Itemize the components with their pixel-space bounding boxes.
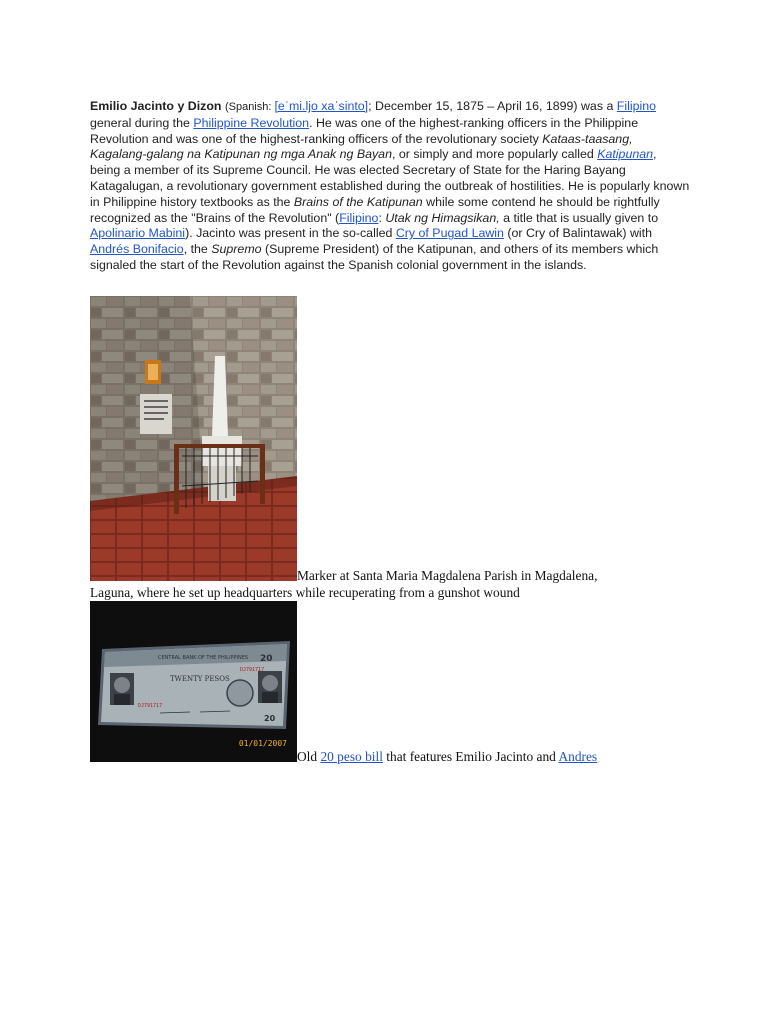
- article-subject-name: Emilio Jacinto y Dizon: [90, 99, 222, 113]
- bill-header: CENTRAL BANK OF THE PHILIPPINES: [158, 655, 249, 661]
- bill-serial-top: DJ791717: [240, 667, 265, 673]
- marker-caption-cont: [90, 584, 710, 601]
- filipino-link[interactable]: Filipino: [616, 99, 657, 113]
- bill-amount: TWENTY PESOS: [170, 675, 230, 683]
- katipunan-link-text: Katipunan: [597, 147, 654, 162]
- article-text: , being a member of its Supreme Council. He was elected Secretary of State for the Haring Bayang Katagalugan, a revolutionary government established during the outbreak of hostilities. He is popularly known in Philippine history textbooks as the: [90, 147, 690, 209]
- spanish-label: (Spanish:: [224, 101, 275, 113]
- article-text: while some contend he should be rightfully recognized as the "Brains of the Revolution" (: [90, 194, 660, 225]
- ipa-pronunciation-link[interactable]: [eˈmi.ljo xaˈsinto]: [274, 99, 369, 113]
- article-text: general during the: [90, 115, 194, 130]
- cry-of-pugad-lawin-link[interactable]: Cry of Pugad Lawin: [395, 226, 504, 241]
- marker-caption-line2: Laguna, where he set up headquarters while recuperating from a gunshot wound: [90, 585, 520, 600]
- apolinario-mabini-link[interactable]: Apolinario Mabini: [90, 226, 186, 241]
- peso-bill-caption-mid: that features Emilio Jacinto and: [382, 749, 559, 764]
- peso-bill-caption-pre: Old: [297, 749, 321, 764]
- bill-denomination-corner: 20: [264, 714, 276, 723]
- marker-caption-line1: Marker at Santa Maria Magdalena Parish in Magdalena,: [297, 568, 598, 583]
- philippine-revolution-link[interactable]: Philippine Revolution: [193, 115, 310, 130]
- article-text: , the: [183, 242, 212, 257]
- utak-italic: Utak ng Himagsikan,: [385, 210, 500, 225]
- article-text: , or simply and more popularly called: [391, 147, 598, 162]
- article-text: ; December 15, 1875 – April 16, 1899) was a: [368, 99, 617, 113]
- article-text: (Supreme President) of the Katipunan, and others of its members which signaled the start of the Revolution against the Spanish colonial government in the islands.: [90, 242, 659, 272]
- andres-link[interactable]: Andres: [558, 749, 598, 764]
- andres-bonifacio-link[interactable]: Andrés Bonifacio: [90, 242, 184, 257]
- article-text: . He was one of the highest-ranking officers in the Philippine Revolution and was one of the highest-ranking officers of the revolutionary society: [90, 115, 639, 146]
- bill-denomination: 20: [260, 654, 273, 664]
- bill-serial-bottom: DJ791717: [138, 703, 163, 709]
- article-text: ). Jacinto was present in the so-called: [185, 226, 396, 241]
- peso-bill-link[interactable]: 20 peso bill: [320, 749, 383, 764]
- peso-bill-photo: [90, 601, 297, 762]
- article-paragraph: [90, 99, 690, 274]
- article-text: a title that is usually given to: [499, 210, 659, 225]
- marker-caption: [297, 567, 717, 584]
- filipino-language-link[interactable]: Filipino: [339, 210, 379, 225]
- peso-bill-caption: [297, 748, 737, 765]
- peso-bill-image: [90, 601, 297, 762]
- marker-photo-image: [90, 296, 297, 581]
- brains-katipunan-italic: Brains of the Katipunan: [293, 194, 423, 209]
- photo-date-stamp: 01/01/2007: [238, 739, 287, 748]
- supremo-italic: Supremo: [211, 242, 262, 257]
- katipunan-link[interactable]: [597, 147, 653, 161]
- article-text: :: [378, 210, 386, 225]
- marker-photo: [90, 296, 297, 581]
- society-name-italic: Kataas-taasang, Kagalang-galang na Katipunan ng mga Anak ng Bayan: [90, 131, 633, 162]
- article-text: (or Cry of Balintawak) with: [503, 226, 652, 241]
